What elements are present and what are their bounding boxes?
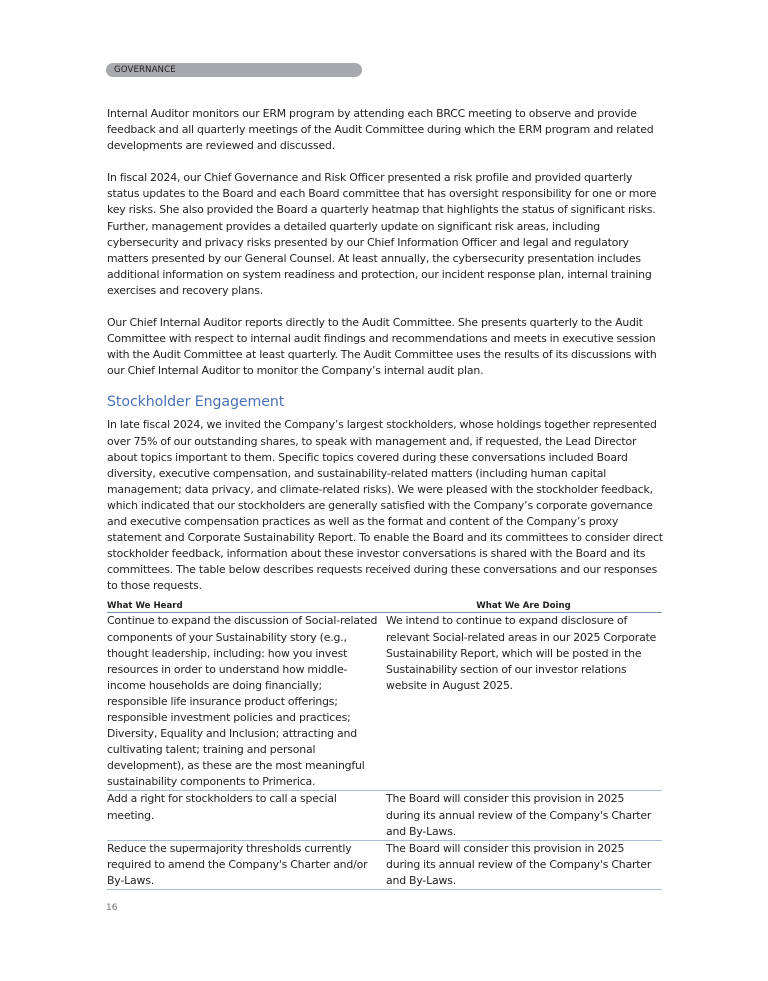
table-header-row [107,599,662,613]
table-row [107,840,662,889]
paragraph-erm-monitoring: Internal Auditor monitors our ERM program by attending each BRCC meeting to observe and provide feedback and all quarterly meetings of the Audit Committee during which the ERM program and related developments are reviewed and discussed. [107,107,654,153]
paragraph-stockholder-engagement: In late fiscal 2024, we invited the Company’s largest stockholders, whose holdings together represented over 75% of our outstanding shares, to speak with management and, if requested, the Lead Director about topics important to them. Specific topics covered during these conversations included Board diversity, executive compensation, and sustainability-related matters (including human capital management; data privacy, and climate-related risks). We were pleased with the stockholder feedback, which indicated that our stockholders are generally satisfied with the Company’s corporate governance and executive compensation practices as well as the format and content of the Company’s proxy statement and Corporate Sustainability Report. To enable the Board and its committees to consider direct stockholder feedback, information about these investor conversations is shared with the Board and its committees. The table below describes requests received during these conversations and our responses to those requests. [107,418,663,593]
cell-what-we-are-doing: The Board will consider this provision in 2025 during its annual review of the Company's Charter and By-Laws. [385,791,662,840]
paragraph-risk-profile: In fiscal 2024, our Chief Governance and Risk Officer presented a risk profile and provided quarterly status updates to the Board and each Board committee that has oversight responsibility for one or more key risks. She also provided the Board a quarterly heatmap that highlights the status of significant risks. Further, management provides a detailed quarterly update on significant risk areas, including cybersecurity and privacy risks presented by our Chief Information Officer and legal and regulatory matters presented by our General Counsel. At least annually, the cybersecurity presentation includes additional information on system readiness and protection, our incident response plan, internal training exercises and recovery plans. [107,171,657,297]
table-row [107,791,662,840]
page-number: 16 [106,903,118,913]
table-row [107,613,662,791]
cell-what-we-are-doing: We intend to continue to expand disclosure of relevant Social-related areas in our 2025 Corporate Sustainability Report, which will be posted in the Sustainability section of our investor relations website in August 2025. [385,613,662,791]
paragraph-internal-auditor: Our Chief Internal Auditor reports directly to the Audit Committee. She presents quarterly to the Audit Committee with respect to internal audit findings and recommendations and meets in executive session with the Audit Committee at least quarterly. The Audit Committee uses the results of its discussions with our Chief Internal Auditor to monitor the Company’s internal audit plan. [107,316,657,378]
column-header-what-we-heard: What We Heard [107,599,385,613]
column-header-what-we-are-doing: What We Are Doing [385,599,662,613]
page-content [107,106,663,890]
section-tab-governance: GOVERNANCE [106,63,362,77]
cell-what-we-heard: Continue to expand the discussion of Social-related components of your Sustainability story (e.g., thought leadership, including: how you invest resources in order to understand how middle-income households are doing financially; responsible life insurance product offerings; responsible investment policies and practices; Diversity, Equality and Inclusion; attracting and cultivating talent; training and personal development), as these are the most meaningful sustainability components to Primerica. [107,613,385,791]
stockholder-engagement-heading: Stockholder Engagement [107,394,285,411]
cell-what-we-heard: Add a right for stockholders to call a special meeting. [107,791,385,840]
cell-what-we-are-doing: The Board will consider this provision in 2025 during its annual review of the Company's Charter and By-Laws. [385,840,662,889]
cell-what-we-heard: Reduce the supermajority thresholds currently required to amend the Company's Charter and/or By-Laws. [107,840,385,889]
engagement-table [107,599,662,890]
